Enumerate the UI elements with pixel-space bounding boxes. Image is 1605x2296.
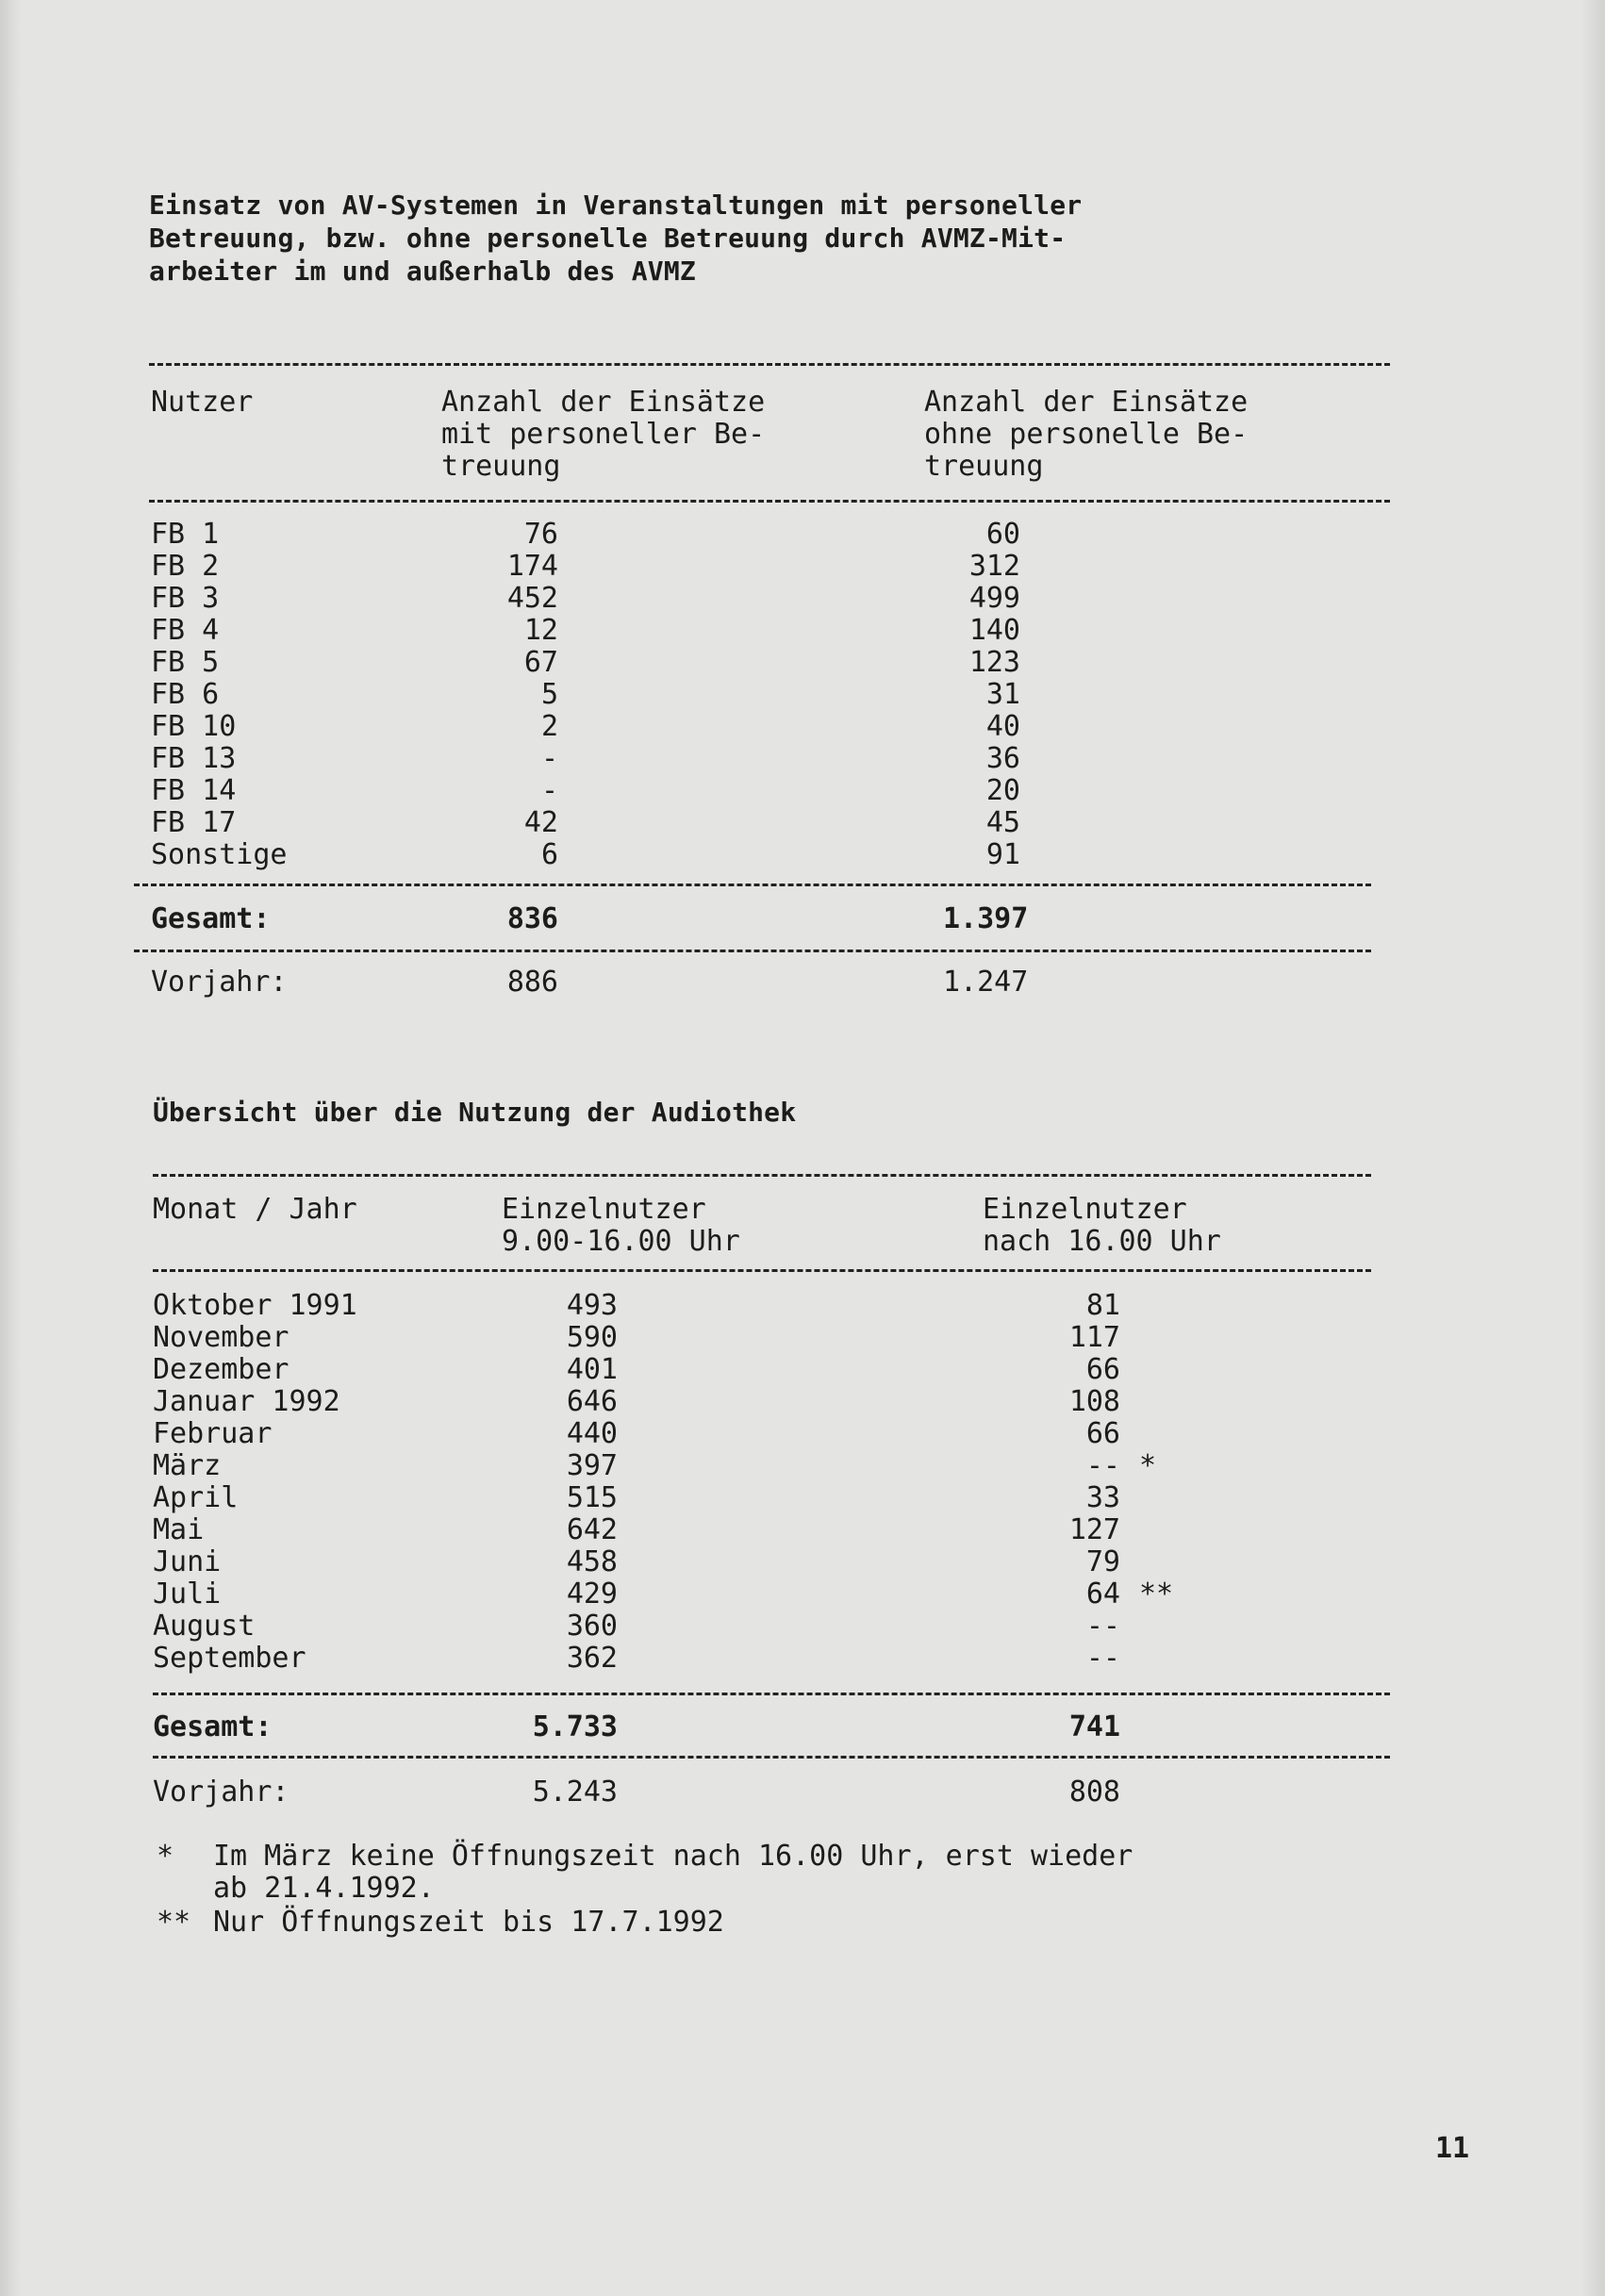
- previous-year-row: [0, 1776, 1605, 1809]
- col-header-evening: Einzelnutzer nach 16.00 Uhr: [983, 1193, 1221, 1258]
- table-cell: 108: [1068, 1385, 1120, 1418]
- section-1-title: Einsatz von AV-Systemen in Veranstaltungen mit personeller Betreuung, bzw. ohne personelle Betreuung durch AVMZ-Mit- arbeiter im und außerhalb des AVMZ: [149, 190, 1083, 287]
- table-cell: 140: [968, 614, 1020, 647]
- table-cell: FB 13: [151, 742, 237, 775]
- table-cell: Oktober 1991: [153, 1289, 357, 1322]
- col-header-without-support: Anzahl der Einsätze ohne personelle Be- treuung: [924, 386, 1249, 483]
- table-cell: FB 5: [151, 646, 220, 679]
- footnote-2-text: Nur Öffnungszeit bis 17.7.1992: [213, 1906, 724, 1939]
- table-cell: 646: [566, 1385, 618, 1418]
- table-cell: FB 1: [151, 518, 220, 551]
- table-row: [0, 1611, 1605, 1643]
- table-cell: 741: [1068, 1710, 1120, 1743]
- table-cell: 515: [566, 1481, 618, 1514]
- footnote-1-marker: *: [157, 1840, 174, 1873]
- table-cell: 66: [1085, 1417, 1120, 1450]
- col-header-with-support: Anzahl der Einsätze mit personeller Be- treuung: [441, 386, 766, 483]
- table-cell: *: [1139, 1449, 1157, 1482]
- table-row: [0, 1322, 1605, 1354]
- table-cell: 493: [566, 1289, 618, 1322]
- table-cell: --: [1085, 1449, 1120, 1482]
- table-row: [0, 839, 1605, 871]
- col-header-daytime: Einzelnutzer 9.00-16.00 Uhr: [502, 1193, 740, 1258]
- table-cell: 836: [506, 902, 558, 935]
- table-cell: 40: [985, 710, 1020, 743]
- table-row: [0, 1482, 1605, 1514]
- divider: [149, 363, 1390, 366]
- table-row: [0, 679, 1605, 711]
- table-cell: 33: [1085, 1481, 1120, 1514]
- total-row: [0, 903, 1605, 935]
- table-cell: FB 10: [151, 710, 237, 743]
- table-cell: FB 4: [151, 614, 220, 647]
- table-cell: September: [153, 1642, 306, 1675]
- divider: [134, 950, 1371, 952]
- table-cell: Vorjahr:: [151, 966, 288, 999]
- table-cell: 45: [985, 806, 1020, 839]
- table-cell: 42: [523, 806, 558, 839]
- table-cell: 123: [968, 646, 1020, 679]
- table-cell: 1.397: [943, 902, 1029, 935]
- table-cell: 12: [523, 614, 558, 647]
- divider: [153, 1693, 1390, 1695]
- divider: [153, 1756, 1390, 1759]
- table-cell: 36: [985, 742, 1020, 775]
- table-row: [0, 743, 1605, 775]
- page-number: 11: [1435, 2132, 1470, 2165]
- page-edge-right: [1580, 0, 1605, 2296]
- table-cell: März: [153, 1449, 222, 1482]
- table-cell: 81: [1085, 1289, 1120, 1322]
- table-row: [0, 775, 1605, 807]
- table-cell: 174: [506, 550, 558, 583]
- table-cell: Januar 1992: [153, 1385, 340, 1418]
- table-cell: Juni: [153, 1545, 222, 1578]
- table-cell: 360: [566, 1610, 618, 1643]
- table-cell: 127: [1068, 1513, 1120, 1546]
- table-cell: 642: [566, 1513, 618, 1546]
- table-cell: 31: [985, 678, 1020, 711]
- table-cell: 440: [566, 1417, 618, 1450]
- footnote-1-text: Im März keine Öffnungszeit nach 16.00 Uhr, erst wieder ab 21.4.1992.: [213, 1840, 1133, 1905]
- table-cell: FB 6: [151, 678, 220, 711]
- table-row: [0, 1386, 1605, 1418]
- table-cell: 6: [540, 838, 558, 871]
- table-cell: Gesamt:: [153, 1710, 273, 1743]
- table-cell: Vorjahr:: [153, 1776, 290, 1809]
- table-cell: 91: [985, 838, 1020, 871]
- table-cell: 67: [523, 646, 558, 679]
- table-cell: -: [540, 742, 558, 775]
- table-cell: 5.243: [532, 1776, 618, 1809]
- table-cell: 397: [566, 1449, 618, 1482]
- table-row: [0, 1354, 1605, 1386]
- table-cell: FB 3: [151, 582, 220, 615]
- table-cell: 60: [985, 518, 1020, 551]
- table-cell: 117: [1068, 1321, 1120, 1354]
- table-row: [0, 1418, 1605, 1450]
- page-edge-left: [0, 0, 21, 2296]
- table-cell: 5.733: [532, 1710, 618, 1743]
- table-row: [0, 1546, 1605, 1578]
- previous-year-row: [0, 966, 1605, 999]
- divider: [153, 1269, 1371, 1272]
- table-cell: Mai: [153, 1513, 205, 1546]
- table-cell: 312: [968, 550, 1020, 583]
- table-cell: April: [153, 1481, 239, 1514]
- table-row: [0, 1578, 1605, 1611]
- table-cell: FB 2: [151, 550, 220, 583]
- table-row: [0, 647, 1605, 679]
- table-cell: 76: [523, 518, 558, 551]
- table-cell: August: [153, 1610, 256, 1643]
- table-row: [0, 615, 1605, 647]
- table-cell: 362: [566, 1642, 618, 1675]
- col-header-nutzer: Nutzer: [151, 386, 254, 419]
- table-cell: 2: [540, 710, 558, 743]
- table-cell: 590: [566, 1321, 618, 1354]
- table-cell: Juli: [153, 1577, 222, 1611]
- table-cell: Februar: [153, 1417, 273, 1450]
- table-row: [0, 807, 1605, 839]
- total-row: [0, 1711, 1605, 1743]
- table-cell: **: [1139, 1577, 1174, 1611]
- table-row: [0, 583, 1605, 615]
- table-cell: 401: [566, 1353, 618, 1386]
- table-cell: November: [153, 1321, 290, 1354]
- table-row: [0, 1450, 1605, 1482]
- table-cell: 64: [1085, 1577, 1120, 1611]
- table-cell: 808: [1068, 1776, 1120, 1809]
- table-row: [0, 1290, 1605, 1322]
- table-cell: 886: [506, 966, 558, 999]
- table-cell: 499: [968, 582, 1020, 615]
- footnote-2-marker: **: [157, 1906, 191, 1939]
- table-cell: Dezember: [153, 1353, 290, 1386]
- divider: [149, 500, 1390, 503]
- table-cell: --: [1085, 1642, 1120, 1675]
- table-cell: Sonstige: [151, 838, 288, 871]
- table-cell: Gesamt:: [151, 902, 271, 935]
- table-cell: 452: [506, 582, 558, 615]
- table-row: [0, 1643, 1605, 1675]
- divider: [134, 884, 1371, 886]
- table-row: [0, 519, 1605, 551]
- table-cell: 79: [1085, 1545, 1120, 1578]
- table-row: [0, 1514, 1605, 1546]
- table-cell: 66: [1085, 1353, 1120, 1386]
- table-cell: --: [1085, 1610, 1120, 1643]
- table-cell: 20: [985, 774, 1020, 807]
- table-cell: 1.247: [943, 966, 1029, 999]
- divider: [153, 1174, 1371, 1177]
- table-cell: 458: [566, 1545, 618, 1578]
- table-cell: FB 14: [151, 774, 237, 807]
- table-cell: 5: [540, 678, 558, 711]
- col-header-month: Monat / Jahr: [153, 1193, 357, 1226]
- table-cell: FB 17: [151, 806, 237, 839]
- table-row: [0, 551, 1605, 583]
- table-row: [0, 711, 1605, 743]
- table-cell: -: [540, 774, 558, 807]
- table-cell: 429: [566, 1577, 618, 1611]
- section-2-title: Übersicht über die Nutzung der Audiothek: [153, 1097, 797, 1128]
